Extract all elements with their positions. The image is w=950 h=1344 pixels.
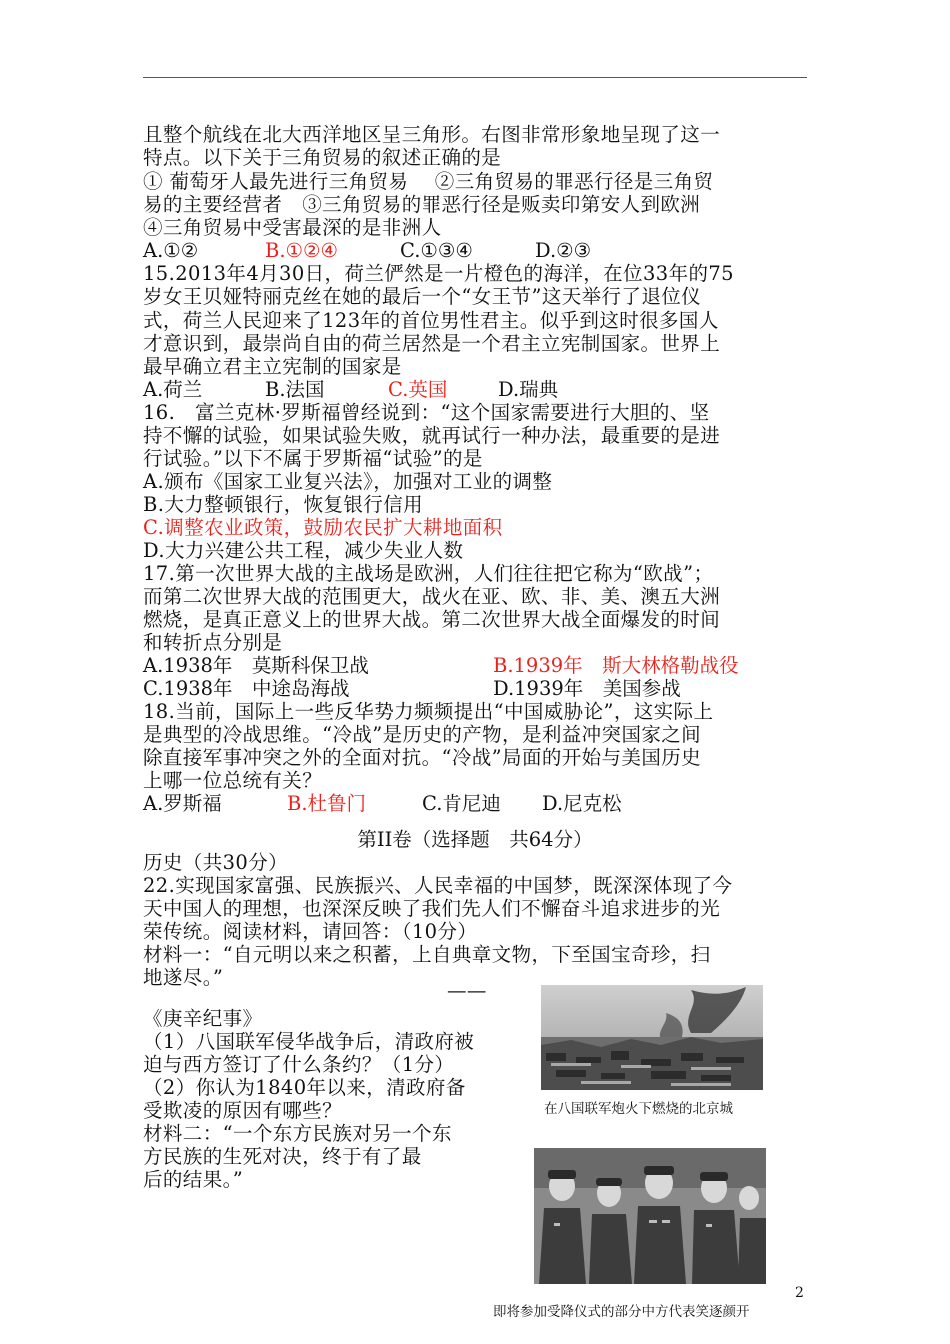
option: A.荷兰 bbox=[143, 378, 203, 401]
option: A.①② bbox=[143, 239, 199, 262]
text-line: A.颁布《国家工业复兴法》，加强对工业的调整 bbox=[143, 470, 553, 493]
text-line: 历史（共30分） bbox=[143, 851, 289, 874]
text-line: 且整个航线在北大西洋地区呈三角形。右图非常形象地呈现了这一 bbox=[143, 123, 721, 146]
text-line: 18.当前，国际上一些反华势力频频提出“中国威胁论”，这实际上 bbox=[143, 700, 714, 723]
option: D.尼克松 bbox=[542, 792, 622, 815]
header-rule bbox=[143, 77, 807, 78]
option: D.1939年 美国参战 bbox=[493, 677, 681, 700]
option: D.瑞典 bbox=[498, 378, 559, 401]
text-line: 易的主要经营者 ③三角贸易的罪恶行径是贩卖印第安人到欧洲 bbox=[143, 193, 701, 216]
text-line: （2）你认为1840年以来，清政府备 bbox=[143, 1076, 466, 1099]
answer-line: C.调整农业政策，鼓励农民扩大耕地面积 bbox=[143, 516, 503, 539]
text-line: 16. 富兰克林·罗斯福曾经说到：“这个国家需要进行大胆的、坚 bbox=[143, 401, 710, 424]
text-line: 燃烧，是真正意义上的世界大战。第二次世界大战全面爆发的时间 bbox=[143, 608, 721, 631]
text-line: 式，荷兰人民迎来了123年的首位男性君主。似乎到这时很多国人 bbox=[143, 309, 719, 332]
photo-chinese-delegates bbox=[534, 1148, 766, 1284]
text-line: （1）八国联军侵华战争后，清政府被 bbox=[143, 1030, 475, 1053]
text-line: 岁女王贝娅特丽克丝在她的最后一个“女王节”这天举行了退位仪 bbox=[143, 285, 702, 308]
option: B.法国 bbox=[265, 378, 325, 401]
text-line: 迫与西方签订了什么条约？（1分） bbox=[143, 1053, 455, 1076]
page-number: 2 bbox=[795, 1285, 804, 1301]
text-line: 材料一：“自元明以来之积蓄，上自典章文物，下至国宝奇珍，扫 bbox=[143, 943, 711, 966]
option: C.1938年 中途岛海战 bbox=[143, 677, 350, 700]
text-line: 特点。以下关于三角贸易的叙述正确的是 bbox=[143, 146, 502, 169]
text-line: 行试验。”以下不属于罗斯福“试验”的是 bbox=[143, 447, 483, 470]
text-line: 22.实现国家富强、民族振兴、人民幸福的中国梦，既深深体现了今 bbox=[143, 874, 733, 897]
photo-burning-beijing-image bbox=[541, 985, 763, 1090]
photo-chinese-delegates-image bbox=[534, 1148, 766, 1284]
text-line: ① 葡萄牙人最先进行三角贸易 ②三角贸易的罪恶行径是三角贸 bbox=[143, 170, 714, 193]
option: D.②③ bbox=[535, 239, 592, 262]
photo2-caption: 即将参加受降仪式的部分中方代表笑逐颜开 bbox=[493, 1304, 750, 1320]
correct-option: B.杜鲁门 bbox=[287, 792, 367, 815]
text-line: B.大力整顿银行，恢复银行信用 bbox=[143, 493, 424, 516]
text-line: 方民族的生死对决，终于有了最 bbox=[143, 1145, 422, 1168]
text-line: 和转折点分别是 bbox=[143, 631, 283, 654]
correct-option: B.1939年 斯大林格勒战役 bbox=[493, 654, 739, 677]
photo-burning-beijing bbox=[541, 985, 763, 1090]
correct-option: B.①②④ bbox=[265, 239, 338, 262]
text-line: 《庚辛纪事》 bbox=[143, 1007, 263, 1030]
text-line: 材料二：“一个东方民族对另一个东 bbox=[143, 1122, 452, 1145]
text-line: 上哪一位总统有关？ bbox=[143, 769, 323, 792]
text-line: 除直接军事冲突之外的全面对抗。“冷战”局面的开始与美国历史 bbox=[143, 746, 702, 769]
text-line: 最早确立君主立宪制的国家是 bbox=[143, 355, 402, 378]
text-line: 而第二次世界大战的范围更大，战火在亚、欧、非、美、澳五大洲 bbox=[143, 585, 721, 608]
text-line: 持不懈的试验，如果试验失败，就再试行一种办法，最重要的是进 bbox=[143, 424, 721, 447]
text-line: 是典型的冷战思维。“冷战”是历史的产物，是利益冲突国家之间 bbox=[143, 723, 702, 746]
photo1-caption: 在八国联军炮火下燃烧的北京城 bbox=[544, 1101, 733, 1117]
correct-option: C.英国 bbox=[388, 378, 448, 401]
text-line: 17.第一次世界大战的主战场是欧洲，人们往往把它称为“欧战”； bbox=[143, 562, 714, 585]
text-line: 天中国人的理想，也深深反映了我们先人们不懈奋斗追求进步的光 bbox=[143, 897, 721, 920]
text-line: ④三角贸易中受害最深的是非洲人 bbox=[143, 216, 442, 239]
text-line: 才意识到，最崇尚自由的荷兰居然是一个君主立宪制国家。世界上 bbox=[143, 332, 721, 355]
text-line: D.大力兴建公共工程，减少失业人数 bbox=[143, 539, 464, 562]
text-line: 15.2013年4月30日，荷兰俨然是一片橙色的海洋，在位33年的75 bbox=[143, 262, 734, 285]
option: A.1938年 莫斯科保卫战 bbox=[143, 654, 369, 677]
text-line: 受欺凌的原因有哪些？ bbox=[143, 1099, 343, 1122]
text-line: 地遂尽。” bbox=[143, 966, 224, 989]
source-dash: —— bbox=[447, 979, 487, 1002]
option: A.罗斯福 bbox=[143, 792, 222, 815]
text-line: 荣传统。阅读材料，请回答：（10分） bbox=[143, 920, 478, 943]
text-line: 后的结果。” bbox=[143, 1168, 244, 1191]
option: C.肯尼迪 bbox=[422, 792, 501, 815]
option: C.①③④ bbox=[400, 239, 473, 262]
section-title: 第II卷（选择题 共64分） bbox=[357, 828, 593, 851]
